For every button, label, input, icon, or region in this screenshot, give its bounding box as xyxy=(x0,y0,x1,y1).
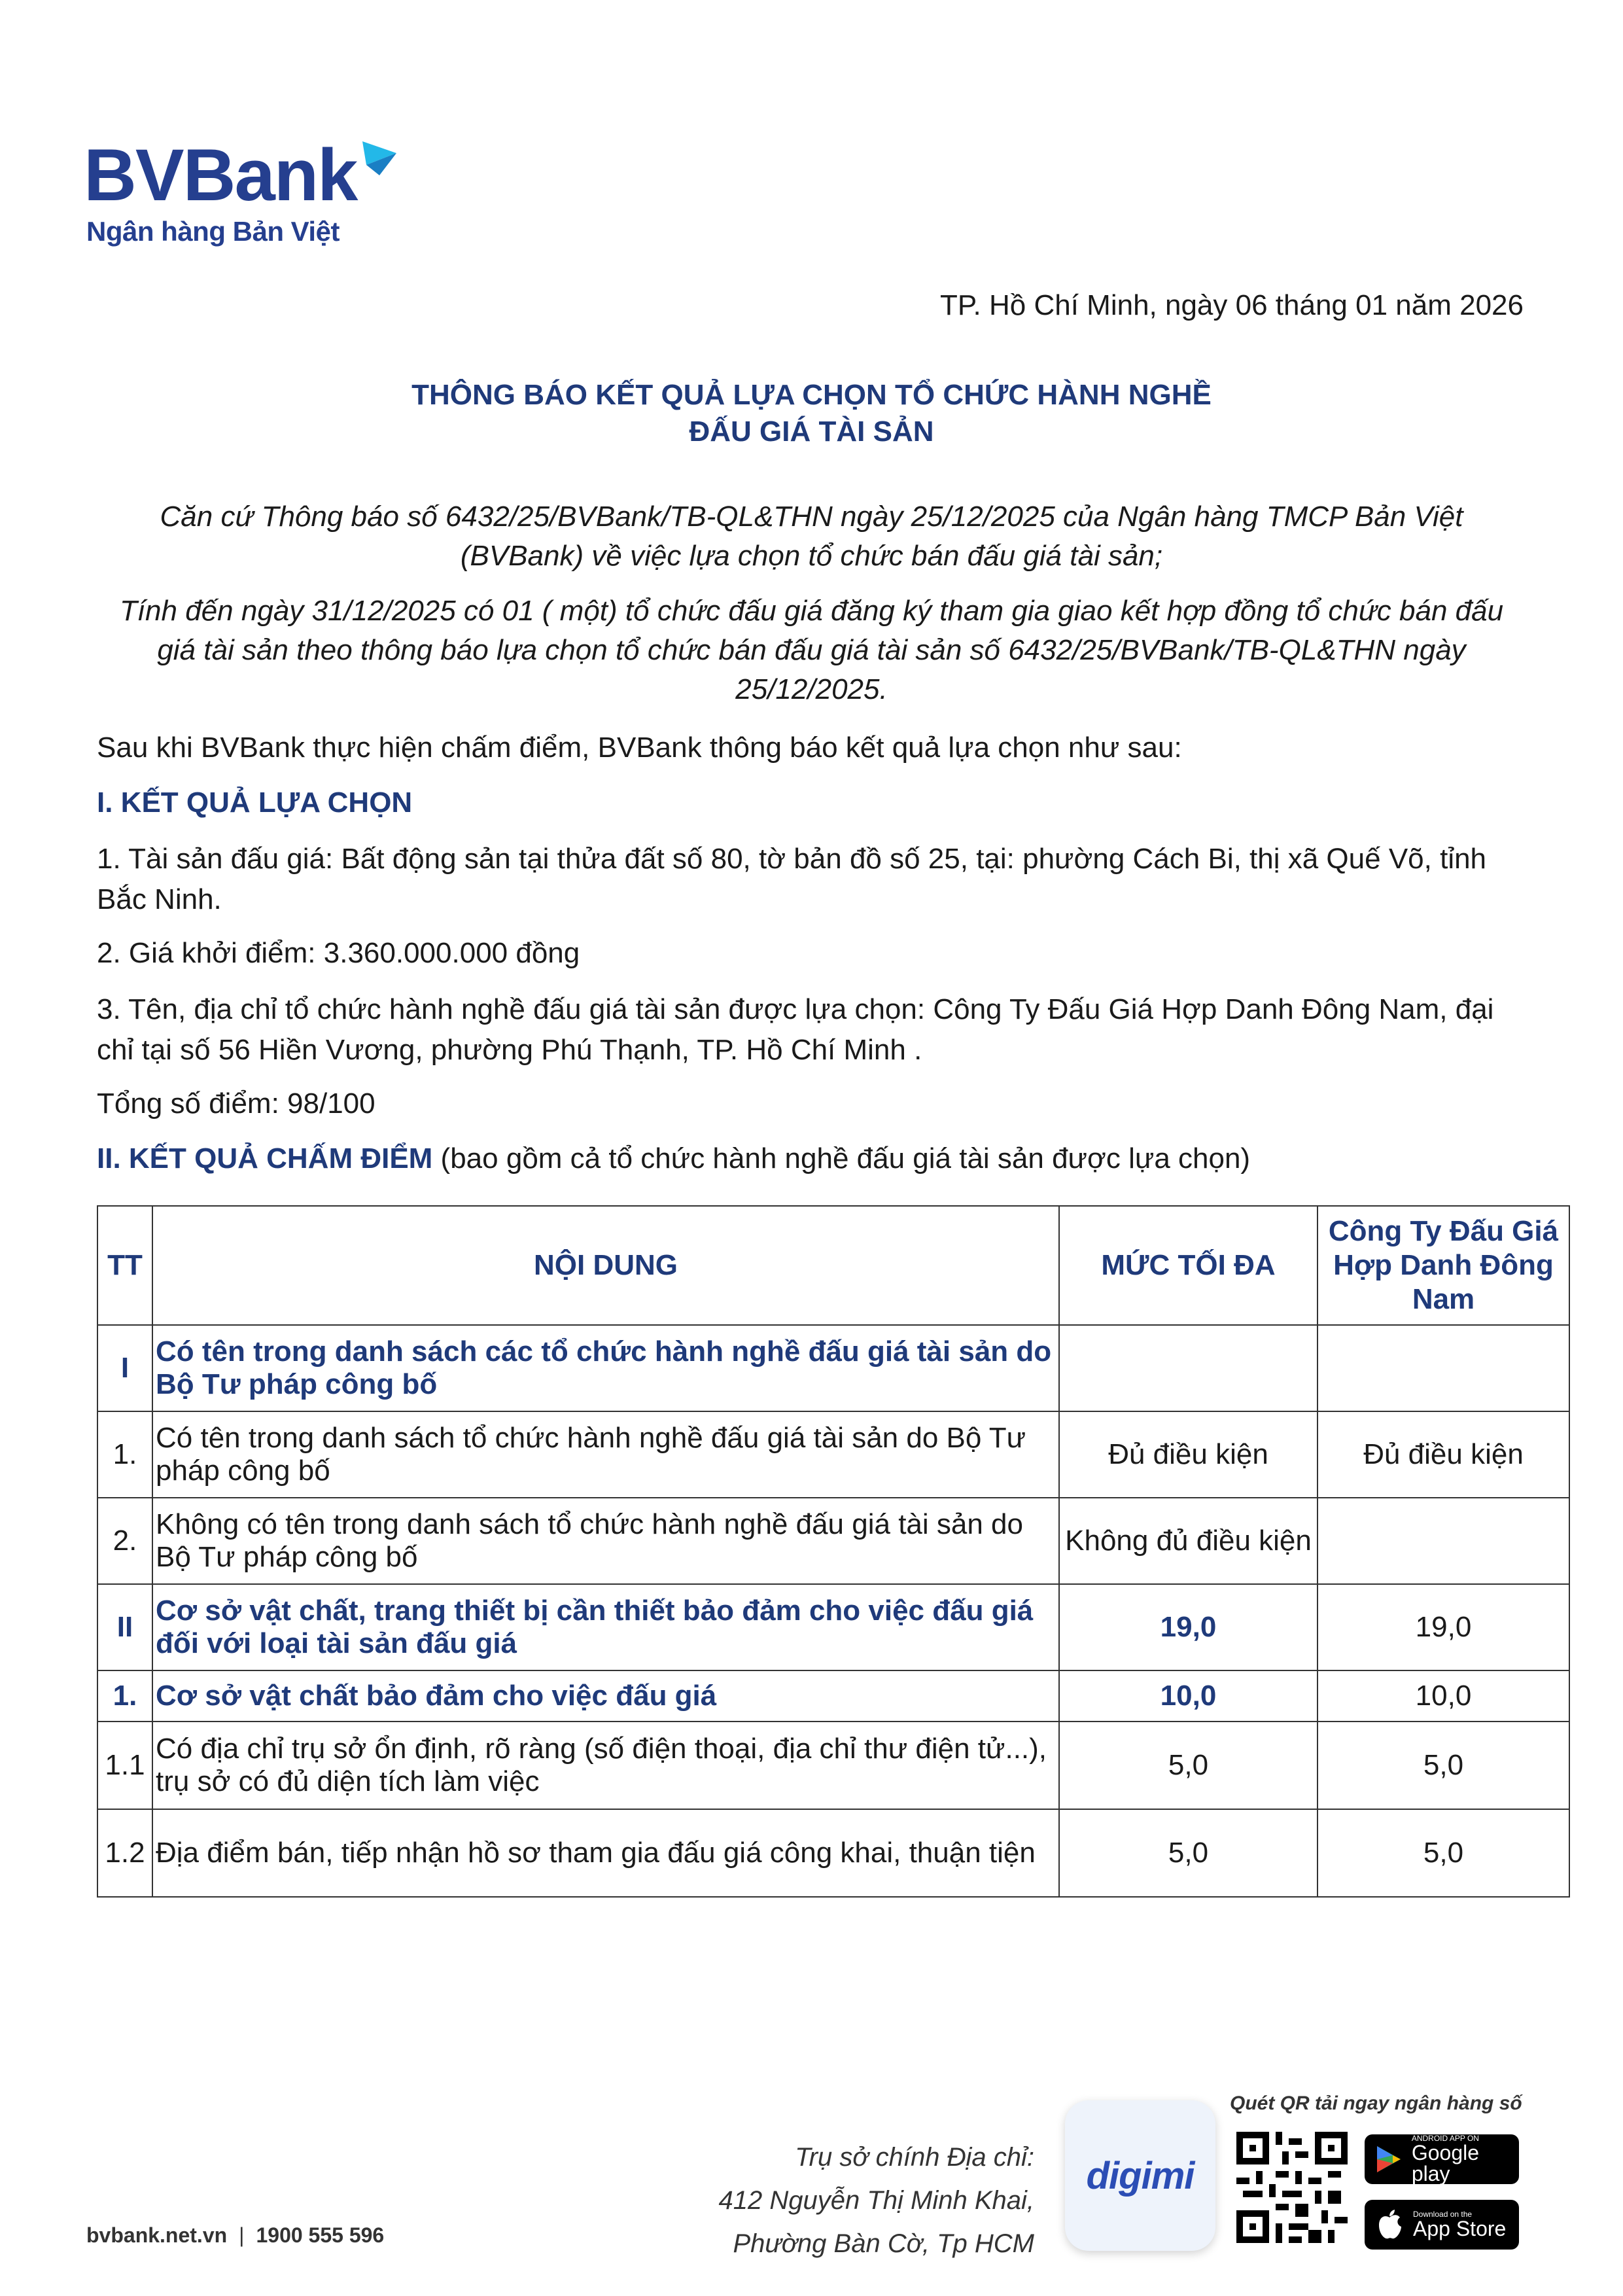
table-row xyxy=(97,1498,1569,1584)
row-max: 5,0 xyxy=(1059,1809,1318,1897)
row-tt: II xyxy=(97,1584,152,1670)
basis-paragraph-1: Căn cứ Thông báo số 6432/25/BVBank/TB-QL&THN ngày 25/12/2025 của Ngân hàng TMCP Bản Việt (BVBank) về việc lựa chọn tổ chức bán đấu giá tài sản; xyxy=(160,501,1463,572)
appstore-label: App Store xyxy=(1413,2217,1507,2240)
row-org xyxy=(1318,1498,1569,1584)
row-tt: 1.1 xyxy=(97,1722,152,1809)
qr-code-icon[interactable] xyxy=(1236,2132,1348,2243)
row-org: 19,0 xyxy=(1318,1584,1569,1670)
row-tt: 1.2 xyxy=(97,1809,152,1897)
logo-flag-icon xyxy=(360,139,398,177)
row-org: 10,0 xyxy=(1318,1670,1569,1722)
logo-wordmark: BVBank xyxy=(84,134,357,216)
row-content: Có địa chỉ trụ sở ổn định, rõ ràng (số điện thoại, địa chỉ thư điện tử...), trụ sở có đủ diện tích làm việc xyxy=(152,1722,1059,1809)
gplay-label: Google play xyxy=(1411,2141,1480,2185)
row-org xyxy=(1318,1325,1569,1411)
row-content: Địa điểm bán, tiếp nhận hồ sơ tham gia đấu giá công khai, thuận tiện xyxy=(152,1809,1059,1897)
starting-price-item: 2. Giá khởi điểm: 3.360.000.000 đồng xyxy=(97,937,580,969)
footer-contact xyxy=(86,2223,384,2248)
section-2-title: II. KẾT QUẢ CHẤM ĐIỂM xyxy=(97,1142,433,1174)
digimi-label: digimi xyxy=(1086,2154,1195,2197)
row-content: Cơ sở vật chất, trang thiết bị cần thiết bảo đảm cho việc đấu giá đối với loại tài sản đấu giá xyxy=(152,1584,1059,1670)
row-tt: I xyxy=(97,1325,152,1411)
footer-separator: | xyxy=(239,2223,245,2247)
document-date: TP. Hồ Chí Minh, ngày 06 tháng 01 năm 2026 xyxy=(940,289,1524,321)
row-content: Có tên trong danh sách các tổ chức hành nghề đấu giá tài sản do Bộ Tư pháp công bố xyxy=(152,1325,1059,1411)
header-content: NỘI DUNG xyxy=(152,1206,1059,1325)
table-row xyxy=(97,1722,1569,1809)
table-row xyxy=(97,1809,1569,1897)
header-max: MỨC TỐI ĐA xyxy=(1059,1206,1318,1325)
hotline[interactable]: 1900 555 596 xyxy=(256,2223,385,2247)
appstore-small-text: Download on the xyxy=(1413,2210,1473,2219)
basis-paragraph-2: Tính đến ngày 31/12/2025 có 01 ( một) tổ chức đấu giá đăng ký tham gia giao kết hợp đồng tổ chức bán đấu giá tài sản theo thông báo lựa chọn tổ chức bán đấu giá tài sản số 6432/25/BVBank/TB-QL&THN ngày 25/12/2025. xyxy=(119,595,1504,705)
bvbank-logo xyxy=(84,134,411,256)
row-max: 5,0 xyxy=(1059,1722,1318,1809)
row-content: Không có tên trong danh sách tổ chức hành nghề đấu giá tài sản do Bộ Tư pháp công bố xyxy=(152,1498,1059,1584)
website-link[interactable]: bvbank.net.vn xyxy=(86,2223,228,2247)
row-max: Không đủ điều kiện xyxy=(1059,1498,1318,1584)
asset-item: 1. Tài sản đấu giá: Bất động sản tại thửa đất số 80, tờ bản đồ số 25, tại: phường Cách Bi, thị xã Quế Võ, tỉnh Bắc Ninh. xyxy=(97,843,1487,915)
header-organization: Công Ty Đấu Giá Hợp Danh Đông Nam xyxy=(1318,1206,1569,1325)
row-max xyxy=(1059,1325,1318,1411)
row-tt: 2. xyxy=(97,1498,152,1584)
app-store-button[interactable] xyxy=(1365,2200,1519,2250)
play-store-icon xyxy=(1371,2141,1406,2178)
gplay-small-text: ANDROID APP ON xyxy=(1411,2134,1479,2143)
row-org: 5,0 xyxy=(1318,1809,1569,1897)
section-1-heading: I. KẾT QUẢ LỰA CHỌN xyxy=(97,786,413,819)
hq-line-2: Phường Bàn Cờ, Tp HCM xyxy=(733,2229,1034,2258)
row-tt: 1. xyxy=(97,1670,152,1722)
title-line-2: ĐẤU GIÁ TÀI SẢN xyxy=(689,415,934,448)
qr-caption: Quét QR tải ngay ngân hàng số xyxy=(1230,2093,1522,2114)
row-max: 10,0 xyxy=(1059,1670,1318,1722)
title-line-1: THÔNG BÁO KẾT QUẢ LỰA CHỌN TỔ CHỨC HÀNH NGHỀ xyxy=(411,379,1212,411)
intro-paragraph: Sau khi BVBank thực hiện chấm điểm, BVBank thông báo kết quả lựa chọn như sau: xyxy=(97,732,1182,764)
document-title xyxy=(0,377,1623,450)
table-row xyxy=(97,1670,1569,1722)
row-org: Đủ điều kiện xyxy=(1318,1411,1569,1498)
table-header-row xyxy=(97,1206,1569,1325)
row-max: 19,0 xyxy=(1059,1584,1318,1670)
header-tt: TT xyxy=(97,1206,152,1325)
table-row xyxy=(97,1411,1569,1498)
hq-line-1: 412 Nguyễn Thị Minh Khai, xyxy=(718,2186,1034,2215)
hq-label: Trụ sở chính Địa chỉ: xyxy=(795,2143,1034,2172)
headquarters-address xyxy=(719,2136,1035,2265)
table-row xyxy=(97,1325,1569,1411)
logo-tagline: Ngân hàng Bản Việt xyxy=(86,216,340,247)
row-content: Cơ sở vật chất bảo đảm cho việc đấu giá xyxy=(152,1670,1059,1722)
apple-icon xyxy=(1371,2206,1408,2243)
total-score: Tổng số điểm: 98/100 xyxy=(97,1087,375,1120)
row-tt: 1. xyxy=(97,1411,152,1498)
section-2-heading xyxy=(97,1139,1526,1179)
google-play-button[interactable] xyxy=(1365,2134,1519,2184)
row-org: 5,0 xyxy=(1318,1722,1569,1809)
section-2-note: (bao gồm cả tổ chức hành nghề đấu giá tài sản được lựa chọn) xyxy=(432,1142,1251,1174)
score-table xyxy=(97,1205,1570,1898)
selected-organization-item: 3. Tên, địa chỉ tổ chức hành nghề đấu giá tài sản được lựa chọn: Công Ty Đấu Giá Hợp Danh Đông Nam, đại chỉ tại số 56 Hiền Vương, phường Phú Thạnh, TP. Hồ Chí Minh . xyxy=(97,993,1494,1066)
digimi-app-icon[interactable] xyxy=(1065,2100,1215,2251)
table-row xyxy=(97,1584,1569,1670)
row-max: Đủ điều kiện xyxy=(1059,1411,1318,1498)
row-content: Có tên trong danh sách tổ chức hành nghề đấu giá tài sản do Bộ Tư pháp công bố xyxy=(152,1411,1059,1498)
